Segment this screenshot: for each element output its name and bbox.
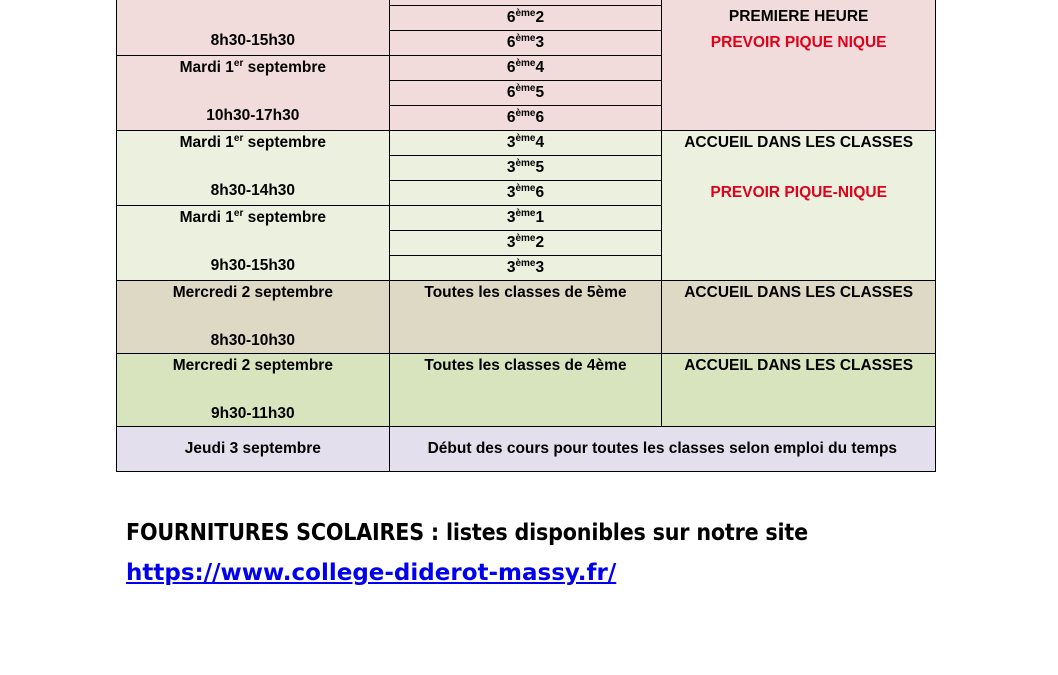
note-red: PREVOIR PIQUE-NIQUE xyxy=(710,184,887,201)
class-cell: 3ème4 xyxy=(389,131,662,156)
day-label: Mardi 1er septembre xyxy=(179,208,327,226)
day-cell xyxy=(117,206,390,281)
time-range: 8h30-15h30 xyxy=(210,32,296,49)
time-range: 10h30-17h30 xyxy=(206,107,300,124)
school-website-link[interactable]: https://www.college-diderot-massy.fr/ xyxy=(126,560,617,586)
time-range: 9h30-11h30 xyxy=(211,405,295,422)
class-cell: 3ème1 xyxy=(389,206,662,231)
day-label: Mardi 1er septembre xyxy=(179,58,327,76)
day-label xyxy=(202,0,303,1)
class-cell: 6ème6 xyxy=(389,106,662,131)
class-cell: 6ème3 xyxy=(389,31,662,56)
class-cell: Toutes les classes de 4ème xyxy=(389,354,662,427)
day-label: Mardi 1er septembre xyxy=(179,133,327,151)
day-cell xyxy=(117,56,390,131)
class-cell: 3ème2 xyxy=(389,231,662,256)
day-cell xyxy=(117,0,390,56)
table-row xyxy=(117,0,936,6)
time-range: 8h30-14h30 xyxy=(210,182,296,199)
day-cell xyxy=(117,131,390,206)
note-line: PREMIERE HEURE xyxy=(728,8,869,25)
day-label: Mercredi 2 septembre xyxy=(172,284,333,301)
note-line: ACCUEIL DANS LES CLASSES xyxy=(684,134,914,151)
supplies-text: FOURNITURES SCOLAIRES : listes disponibles sur notre site xyxy=(126,520,808,546)
day-label: Mercredi 2 septembre xyxy=(172,357,333,374)
time-range: 9h30-15h30 xyxy=(210,257,296,274)
class-cell: 3ème6 xyxy=(389,181,662,206)
note-cell xyxy=(662,0,936,131)
note-cell: ACCUEIL DANS LES CLASSES xyxy=(662,354,936,427)
class-cell: Toutes les classes de 5ème xyxy=(389,281,662,354)
table-row xyxy=(117,427,936,472)
time-range: 8h30-10h30 xyxy=(210,332,296,349)
note-cell xyxy=(662,131,936,281)
day-cell xyxy=(117,354,390,427)
note-cell: Début des cours pour toutes les classes selon emploi du temps xyxy=(389,427,935,472)
day-cell: Jeudi 3 septembre xyxy=(117,427,390,472)
class-cell: 6ème5 xyxy=(389,81,662,106)
table-row xyxy=(117,281,936,354)
day-cell xyxy=(117,281,390,354)
class-cell: 6ème4 xyxy=(389,56,662,81)
table-row xyxy=(117,131,936,156)
note-red: PREVOIR PIQUE NIQUE xyxy=(710,34,887,51)
class-cell: 3ème5 xyxy=(389,156,662,181)
class-cell: 3ème3 xyxy=(389,256,662,281)
note-cell: ACCUEIL DANS LES CLASSES xyxy=(662,281,936,354)
rentree-schedule-table xyxy=(116,0,936,472)
class-cell: 6ème2 xyxy=(389,6,662,31)
table-row xyxy=(117,354,936,427)
